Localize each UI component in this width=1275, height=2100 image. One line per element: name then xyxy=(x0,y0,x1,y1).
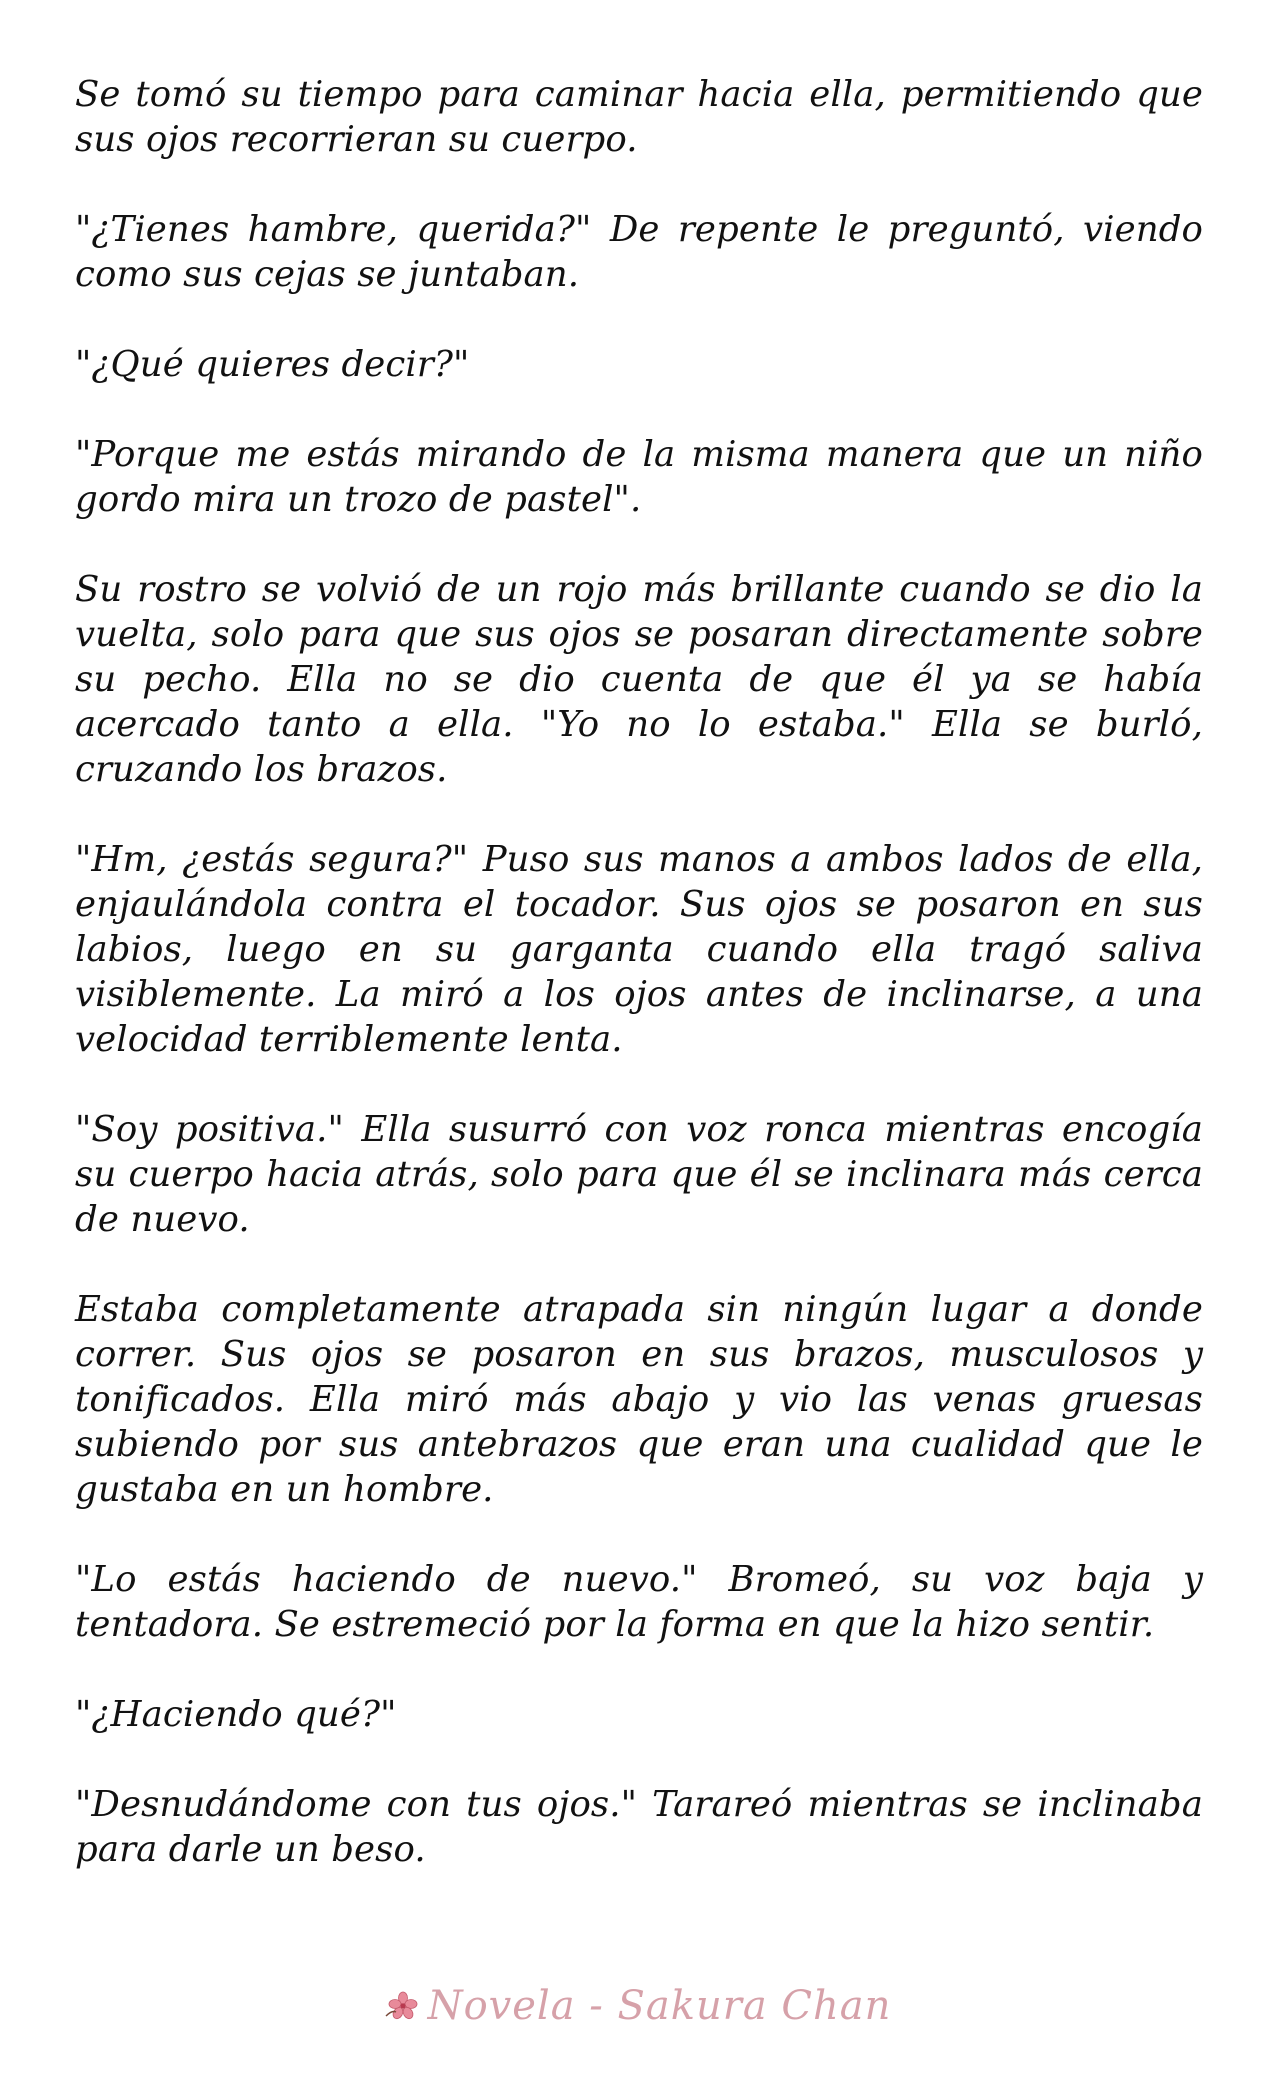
paragraph: "¿Tienes hambre, querida?" De repente le preguntó, viendo como sus cejas se juntaban. xyxy=(75,209,1203,295)
watermark-text: Novela - Sakura Chan xyxy=(427,1983,892,2029)
watermark xyxy=(0,1983,1275,2043)
paragraph: Estaba completamente atrapada sin ningún lugar a donde correr. Sus ojos se posaron en sus brazos, musculosos y tonificados. Ella miró más abajo y vio las venas gruesas subiendo por sus antebrazos que eran una cualidad que le gustaba en un hombre. xyxy=(75,1289,1203,1510)
text-body xyxy=(75,72,1203,1917)
cherry-blossom-icon xyxy=(384,1990,422,2022)
paragraph: "¿Haciendo qué?" xyxy=(75,1694,397,1735)
paragraph: Su rostro se volvió de un rojo más brillante cuando se dio la vuelta, solo para que sus ojos se posaran directamente sobre su pecho. Ella no se dio cuenta de que él ya se había acercado tanto a ella. "Yo no lo estaba." Ella se burló, cruzando los brazos. xyxy=(75,569,1203,790)
paragraph: "Desnudándome con tus ojos." Tarareó mientras se inclinaba para darle un beso. xyxy=(75,1784,1203,1870)
paragraph: "Porque me estás mirando de la misma manera que un niño gordo mira un trozo de pastel". xyxy=(75,434,1203,520)
paragraph: Se tomó su tiempo para caminar hacia ella, permitiendo que sus ojos recorrieran su cuerpo. xyxy=(75,74,1203,160)
paragraph: "Soy positiva." Ella susurró con voz ronca mientras encogía su cuerpo hacia atrás, solo para que él se inclinara más cerca de nuevo. xyxy=(75,1109,1203,1240)
paragraph: "Lo estás haciendo de nuevo." Bromeó, su voz baja y tentadora. Se estremeció por la forma en que la hizo sentir. xyxy=(75,1559,1203,1645)
paragraph: "Hm, ¿estás segura?" Puso sus manos a ambos lados de ella, enjaulándola contra el tocador. Sus ojos se posaron en sus labios, luego en su garganta cuando ella tragó saliva visiblemente. La miró a los ojos antes de inclinarse, a una velocidad terriblemente lenta. xyxy=(75,839,1203,1060)
paragraph: "¿Qué quieres decir?" xyxy=(75,344,470,385)
